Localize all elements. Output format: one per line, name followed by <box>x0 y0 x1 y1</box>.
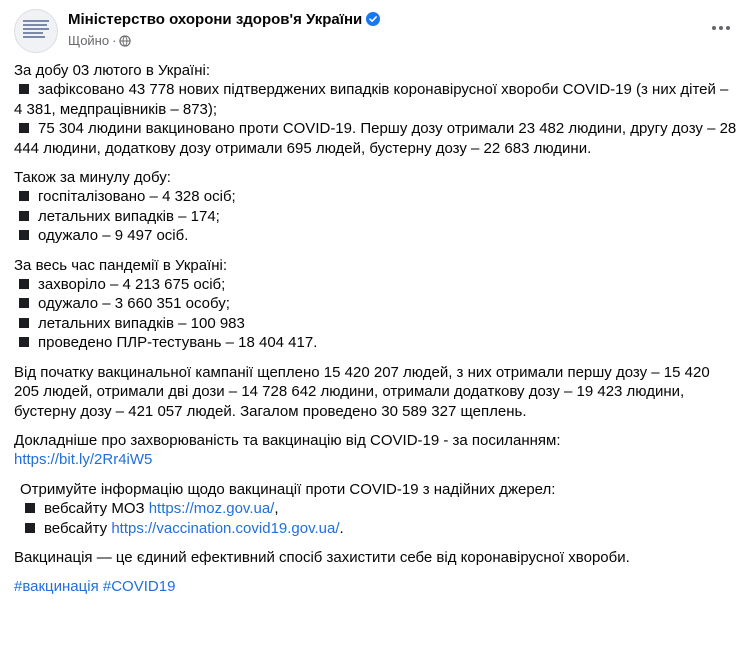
bullet-square-icon <box>19 279 29 289</box>
hashtag-covid19[interactable]: #COVID19 <box>102 578 176 596</box>
list-item: летальних випадків – 100 983 <box>14 314 738 333</box>
bullet-square-icon <box>19 337 29 347</box>
closing-statement: Вакцинація — це єдиний ефективний спосіб захистити себе від коронавірусної хвороби. <box>14 548 630 566</box>
ministry-logo-icon <box>23 20 51 42</box>
list-item: захворіло – 4 213 675 осіб; <box>14 275 738 294</box>
page-avatar[interactable] <box>14 9 58 53</box>
post-header <box>14 9 736 53</box>
bullet-square-icon <box>19 123 29 133</box>
list-item: госпіталізовано – 4 328 осіб; <box>14 187 738 206</box>
bullet-square-icon <box>19 191 29 201</box>
post-meta <box>68 33 131 48</box>
hashtags <box>14 577 738 596</box>
more-options-icon[interactable] <box>706 13 736 43</box>
list-item: вебсайту МОЗ https://moz.gov.ua/, <box>20 499 738 518</box>
previous-day-section <box>14 168 738 246</box>
list-item: летальних випадків – 174; <box>14 207 738 226</box>
pandemic-totals-heading: За весь час пандемії в Україні: <box>14 256 228 274</box>
daily-stats-section <box>14 61 738 158</box>
page-name[interactable] <box>68 11 380 28</box>
list-item: вебсайту https://vaccination.covid19.gov.ua/. <box>20 519 738 538</box>
post-body <box>14 61 738 607</box>
vaccination-campaign-paragraph: Від початку вакцинальної кампанії щеплено 15 420 207 людей, з них отримали першу дозу – 15 420 205 людей, отримали дві дози – 14 728 642 людини, отримали додаткову дозу – 19 423 людини, бустерну дозу – 421 057 людей. Загалом проведено 30 589 327 щеплень. <box>14 363 710 420</box>
previous-day-heading: Також за минулу добу: <box>14 169 171 187</box>
list-item: 75 304 людини вакциновано проти COVID-19. Першу дозу отримали 23 482 людини, другу дозу – 28 444 людини, додаткову дозу отримали 695 людей, бустерну дозу – 22 683 людини. <box>14 120 737 157</box>
bullet-square-icon <box>19 230 29 240</box>
bullet-square-icon <box>19 298 29 308</box>
page-name-text[interactable]: Міністерство охорони здоров'я України <box>68 11 363 28</box>
list-item: зафіксовано 43 778 нових підтверджених випадків коронавірусної хвороби COVID-19 (з них дітей – 4 381, медпрацівників – 873); <box>14 81 729 118</box>
bullet-square-icon <box>19 84 29 94</box>
globe-icon <box>119 35 131 47</box>
bullet-square-icon <box>19 318 29 328</box>
daily-heading: За добу 03 лютого в Україні: <box>14 62 211 79</box>
trusted-sources-heading: Отримуйте інформацію щодо вакцинації проти COVID-19 з надійних джерел: <box>20 480 556 498</box>
pandemic-totals-section <box>14 256 738 353</box>
bullet-square-icon <box>25 523 35 533</box>
list-item: одужало – 9 497 осіб. <box>14 226 738 245</box>
list-item: одужало – 3 660 351 особу; <box>14 294 738 313</box>
bullet-square-icon <box>19 211 29 221</box>
vaccination-link[interactable]: https://vaccination.covid19.gov.ua/ <box>111 519 340 537</box>
stats-link[interactable]: https://bit.ly/2Rr4iW5 <box>14 451 153 469</box>
trusted-sources-section <box>14 480 738 538</box>
more-info-text: Докладніше про захворюваність та вакцинацію від COVID-19 - за посиланням: <box>14 431 561 449</box>
verified-badge-icon <box>366 12 380 26</box>
list-item: проведено ПЛР-тестувань – 18 404 417. <box>14 333 738 352</box>
bullet-square-icon <box>25 503 35 513</box>
moz-link[interactable]: https://moz.gov.ua/ <box>148 500 275 518</box>
more-info-section <box>14 431 738 470</box>
hashtag-vaccination[interactable]: #вакцинація <box>14 578 99 596</box>
post-time[interactable]: Щойно <box>68 33 110 48</box>
meta-separator: · <box>112 33 117 48</box>
